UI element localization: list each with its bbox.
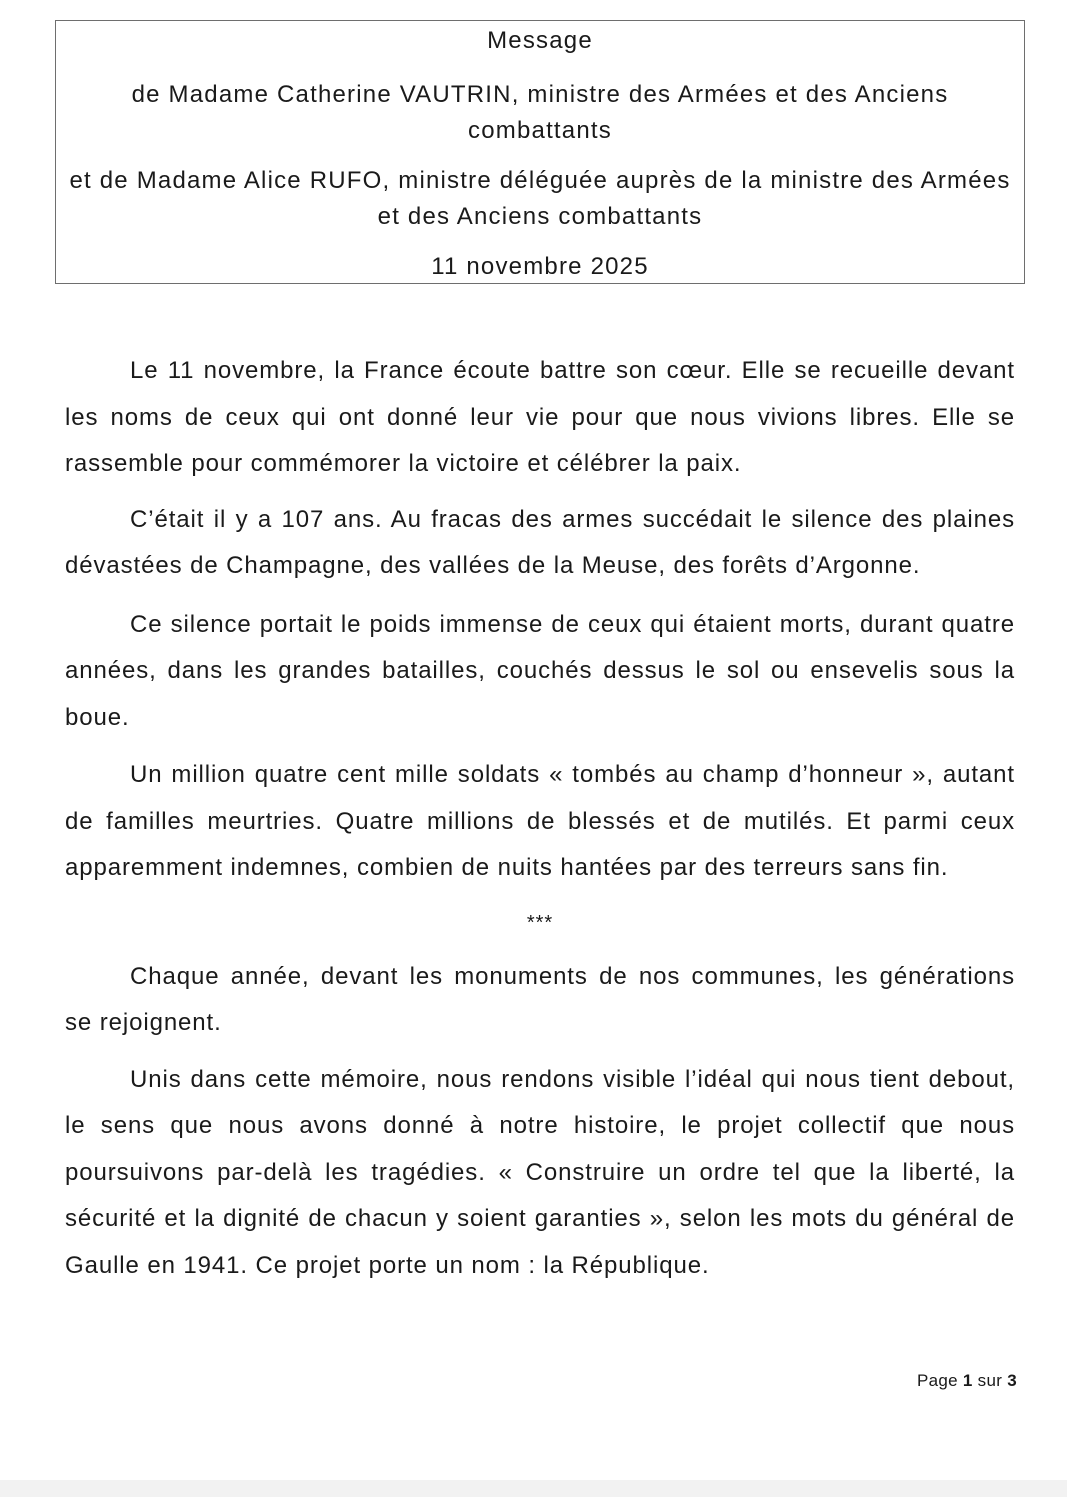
message-header-box — [55, 20, 1025, 284]
paragraph: C’était il y a 107 ans. Au fracas des armes succédait le silence des plaines dévastées de Champagne, des vallées de la Meuse, des forêts d’Argonne. — [65, 505, 1015, 579]
section-separator: *** — [526, 911, 554, 934]
message-date: 11 novembre 2025 — [431, 253, 649, 280]
paragraph: Le 11 novembre, la France écoute battre son cœur. Elle se recueille devant les noms de ceux qui ont donné leur vie pour que nous vivions libres. Elle se rassemble pour commémorer la victoire et célébrer la paix. — [65, 357, 1015, 477]
bottom-band — [0, 1480, 1067, 1497]
total-pages: 3 — [1007, 1371, 1017, 1390]
paragraph: Chaque année, devant les monuments de nos communes, les générations se rejoignent. — [65, 962, 1015, 1036]
paragraph: Unis dans cette mémoire, nous rendons visible l’idéal qui nous tient debout, le sens que nous avons donné à notre histoire, le projet collectif que nous poursuivons par-delà les tragédies. « Construire un ordre tel que la liberté, la sécurité et la dignité de chacun y soient garanties », selon les mots du général de Gaulle en 1941. Ce projet porte un nom : la République. — [65, 1065, 1015, 1279]
current-page: 1 — [962, 1371, 973, 1390]
message-title: Message — [487, 27, 593, 54]
page-word: Page — [916, 1371, 958, 1390]
sender-line-delegate-minister: et de Madame Alice RUFO, ministre déléguée auprès de la ministre des Armées et des Anciens combattants — [69, 167, 1011, 230]
message-body — [65, 348, 1015, 1299]
page-number — [917, 1371, 1017, 1391]
sender-line-minister: de Madame Catherine VAUTRIN, ministre des Armées et des Anciens combattants — [131, 81, 949, 144]
paragraph: Un million quatre cent mille soldats « tombés au champ d’honneur », autant de familles meurtries. Quatre millions de blessés et de mutilés. Et parmi ceux apparemment indemnes, combien de nuits hantées par des terreurs sans fin. — [65, 761, 1015, 881]
paragraph: Ce silence portait le poids immense de ceux qui étaient morts, durant quatre années, dans les grandes batailles, couchés dessus le sol ou ensevelis sous la boue. — [65, 610, 1015, 731]
of-word: sur — [977, 1371, 1003, 1390]
